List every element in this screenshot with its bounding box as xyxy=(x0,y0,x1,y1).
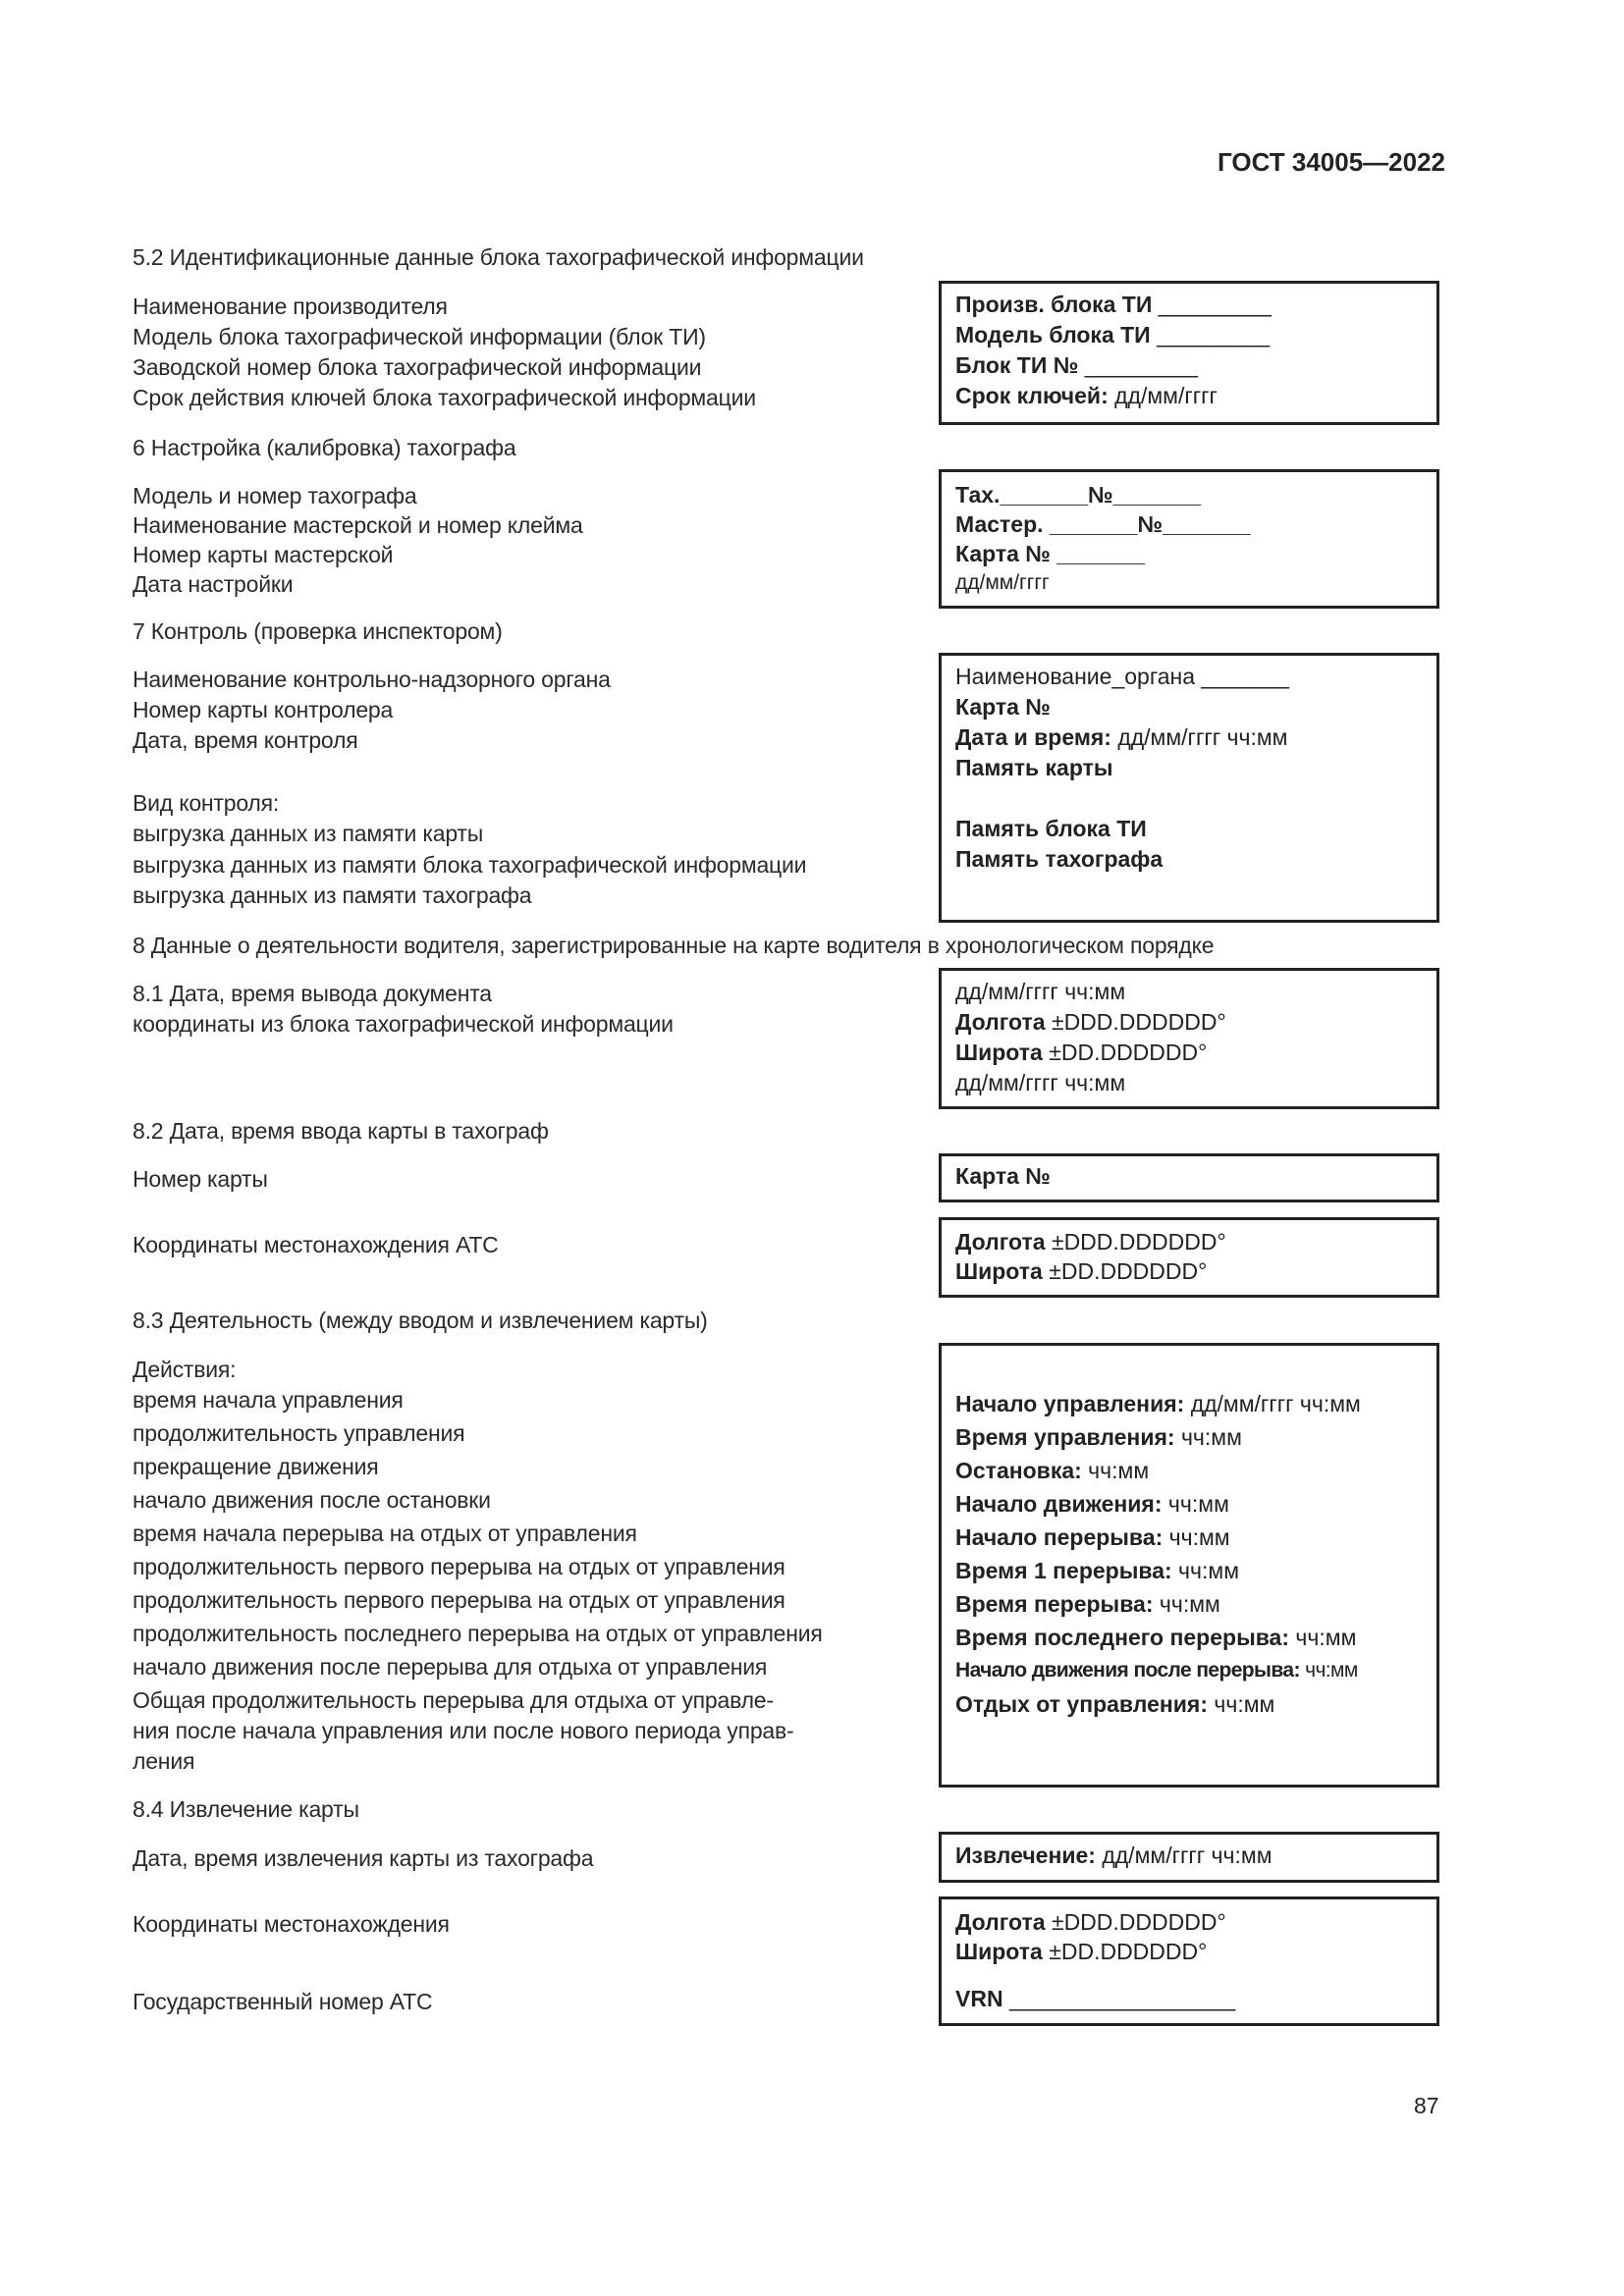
label-action: начало движения после остановки xyxy=(133,1487,491,1513)
printout-box-output-datetime xyxy=(939,968,1439,1109)
label-removal-datetime: Дата, время извлечения карты из тахографа xyxy=(133,1845,594,1871)
box-line: Начало управления: дд/мм/гггг чч:мм xyxy=(955,1391,1361,1416)
box-line: дд/мм/гггг xyxy=(955,571,1050,594)
box-line: Начало перерыва: чч:мм xyxy=(955,1524,1230,1550)
label-manufacturer: Наименование производителя xyxy=(133,294,448,319)
section-8-3-title: 8.3 Деятельность (между вводом и извлечением карты) xyxy=(133,1308,708,1333)
label-vehicle-location: Координаты местонахождения АТС xyxy=(133,1232,499,1257)
box-line: Долгота ±DDD.DDDDDD° xyxy=(955,1229,1226,1255)
box-line: дд/мм/гггг чч:мм xyxy=(955,1070,1126,1095)
box-line: Долгота ±DDD.DDDDDD° xyxy=(955,1009,1226,1035)
box-line: дд/мм/гггг чч:мм xyxy=(955,979,1126,1004)
box-line: Память тахографа xyxy=(955,846,1164,872)
label-action: продолжительность первого перерыва на отдых от управления xyxy=(133,1587,785,1613)
label-ti-block-model: Модель блока тахографической информации (блок ТИ) xyxy=(133,324,706,349)
label-ti-keys-validity: Срок действия ключей блока тахографической информации xyxy=(133,385,756,410)
box-line: Извлечение: дд/мм/гггг чч:мм xyxy=(955,1842,1272,1868)
label-control-type-tachograph: выгрузка данных из памяти тахографа xyxy=(133,882,532,908)
box-line: Наименование_органа _______ xyxy=(955,664,1289,689)
printout-box-removal xyxy=(939,1832,1439,1883)
label-action: время начала перерыва на отдых от управления xyxy=(133,1521,637,1546)
label-total-rest-line1: Общая продолжительность перерыва для отдыха от управле- xyxy=(133,1687,774,1713)
box-line: Время 1 перерыва: чч:мм xyxy=(955,1558,1240,1583)
label-control-type: Вид контроля: xyxy=(133,790,280,816)
section-7-title: 7 Контроль (проверка инспектором) xyxy=(133,618,503,644)
section-6-title: 6 Настройка (калибровка) тахографа xyxy=(133,435,516,460)
box-line: Произв. блока ТИ _________ xyxy=(955,292,1272,317)
label-control-datetime: Дата, время контроля xyxy=(133,727,358,753)
label-action: время начала управления xyxy=(133,1387,404,1413)
box-line: Широта ±DD.DDDDDD° xyxy=(955,1939,1208,1964)
box-line: Модель блока ТИ _________ xyxy=(955,322,1271,347)
printout-box-insert-coordinates xyxy=(939,1217,1439,1298)
section-5-2-title: 5.2 Идентификационные данные блока тахографической информации xyxy=(133,244,864,270)
box-line: Карта № _______ xyxy=(955,541,1145,566)
label-calibration-date: Дата настройки xyxy=(133,571,294,597)
section-8-title: 8 Данные о деятельности водителя, зарегистрированные на карте водителя в хронологическом порядке xyxy=(133,933,1215,958)
box-line: Память карты xyxy=(955,755,1113,780)
label-action: начало движения после перерыва для отдыха от управления xyxy=(133,1654,768,1680)
label-action: продолжительность первого перерыва на отдых от управления xyxy=(133,1554,785,1579)
section-8-4-title: 8.4 Извлечение карты xyxy=(133,1796,359,1822)
label-vehicle-registration: Государственный номер АТС xyxy=(133,1989,433,2014)
label-tachograph-model: Модель и номер тахографа xyxy=(133,483,417,508)
box-line: Тах._______№_______ xyxy=(955,482,1202,507)
box-line: Дата и время: дд/мм/гггг чч:мм xyxy=(955,724,1288,750)
box-line: Остановка: чч:мм xyxy=(955,1458,1150,1483)
label-control-type-card: выгрузка данных из памяти карты xyxy=(133,821,484,846)
box-line: Начало движения: чч:мм xyxy=(955,1491,1229,1517)
box-line: Память блока ТИ xyxy=(955,816,1147,841)
label-action: продолжительность управления xyxy=(133,1420,465,1446)
box-line: Срок ключей: дд/мм/гггг xyxy=(955,383,1218,408)
box-line: Карта № xyxy=(955,1163,1051,1189)
label-control-type-ti-block: выгрузка данных из памяти блока тахографической информации xyxy=(133,852,807,878)
page-number: 87 xyxy=(1414,2093,1439,2118)
box-line: Широта ±DD.DDDDDD° xyxy=(955,1040,1208,1065)
label-controller-card: Номер карты контролера xyxy=(133,697,394,722)
label-authority-name: Наименование контрольно-надзорного органа xyxy=(133,667,611,692)
label-removal-location: Координаты местонахождения xyxy=(133,1911,450,1937)
box-line-blank xyxy=(955,783,1423,814)
label-ti-block-serial: Заводской номер блока тахографической информации xyxy=(133,354,702,380)
box-line: Долгота ±DDD.DDDDDD° xyxy=(955,1909,1226,1935)
document-header-standard-id: ГОСТ 34005—2022 xyxy=(1218,147,1445,177)
label-action: прекращение движения xyxy=(133,1454,379,1479)
printout-box-removal-coordinates xyxy=(939,1896,1439,2026)
label-workshop-card: Номер карты мастерской xyxy=(133,542,394,567)
label-workshop-name: Наименование мастерской и номер клейма xyxy=(133,512,583,538)
label-total-rest-line2: ния после начала управления или после нового периода управ- xyxy=(133,1718,794,1743)
box-line: Время управления: чч:мм xyxy=(955,1424,1242,1450)
section-8-2-title: 8.2 Дата, время ввода карты в тахограф xyxy=(133,1118,549,1144)
box-line-vrn: VRN __________________ xyxy=(955,1986,1236,2011)
label-action: продолжительность последнего перерыва на отдых от управления xyxy=(133,1621,823,1646)
label-8-1-output-datetime: 8.1 Дата, время вывода документа xyxy=(133,981,492,1006)
printout-box-activity xyxy=(939,1343,1439,1788)
label-total-rest-line3: ления xyxy=(133,1748,195,1774)
label-8-1-coordinates: координаты из блока тахографической информации xyxy=(133,1011,674,1037)
box-line: Время последнего перерыва: чч:мм xyxy=(955,1625,1357,1650)
printout-box-card-number xyxy=(939,1153,1439,1202)
printout-box-calibration xyxy=(939,469,1439,609)
box-line: Начало движения после перерыва: чч:мм xyxy=(955,1659,1358,1682)
box-line: Широта ±DD.DDDDDD° xyxy=(955,1258,1208,1284)
box-line: Отдых от управления: чч:мм xyxy=(955,1691,1275,1717)
printout-box-ti-block xyxy=(939,281,1439,425)
printout-box-control xyxy=(939,653,1439,923)
label-actions: Действия: xyxy=(133,1357,237,1382)
box-line: Блок ТИ № _________ xyxy=(955,352,1198,378)
box-line: Карта № xyxy=(955,694,1051,720)
box-line: Время перерыва: чч:мм xyxy=(955,1591,1220,1617)
box-line: Мастер. _______№_______ xyxy=(955,511,1251,537)
label-card-number: Номер карты xyxy=(133,1166,268,1192)
